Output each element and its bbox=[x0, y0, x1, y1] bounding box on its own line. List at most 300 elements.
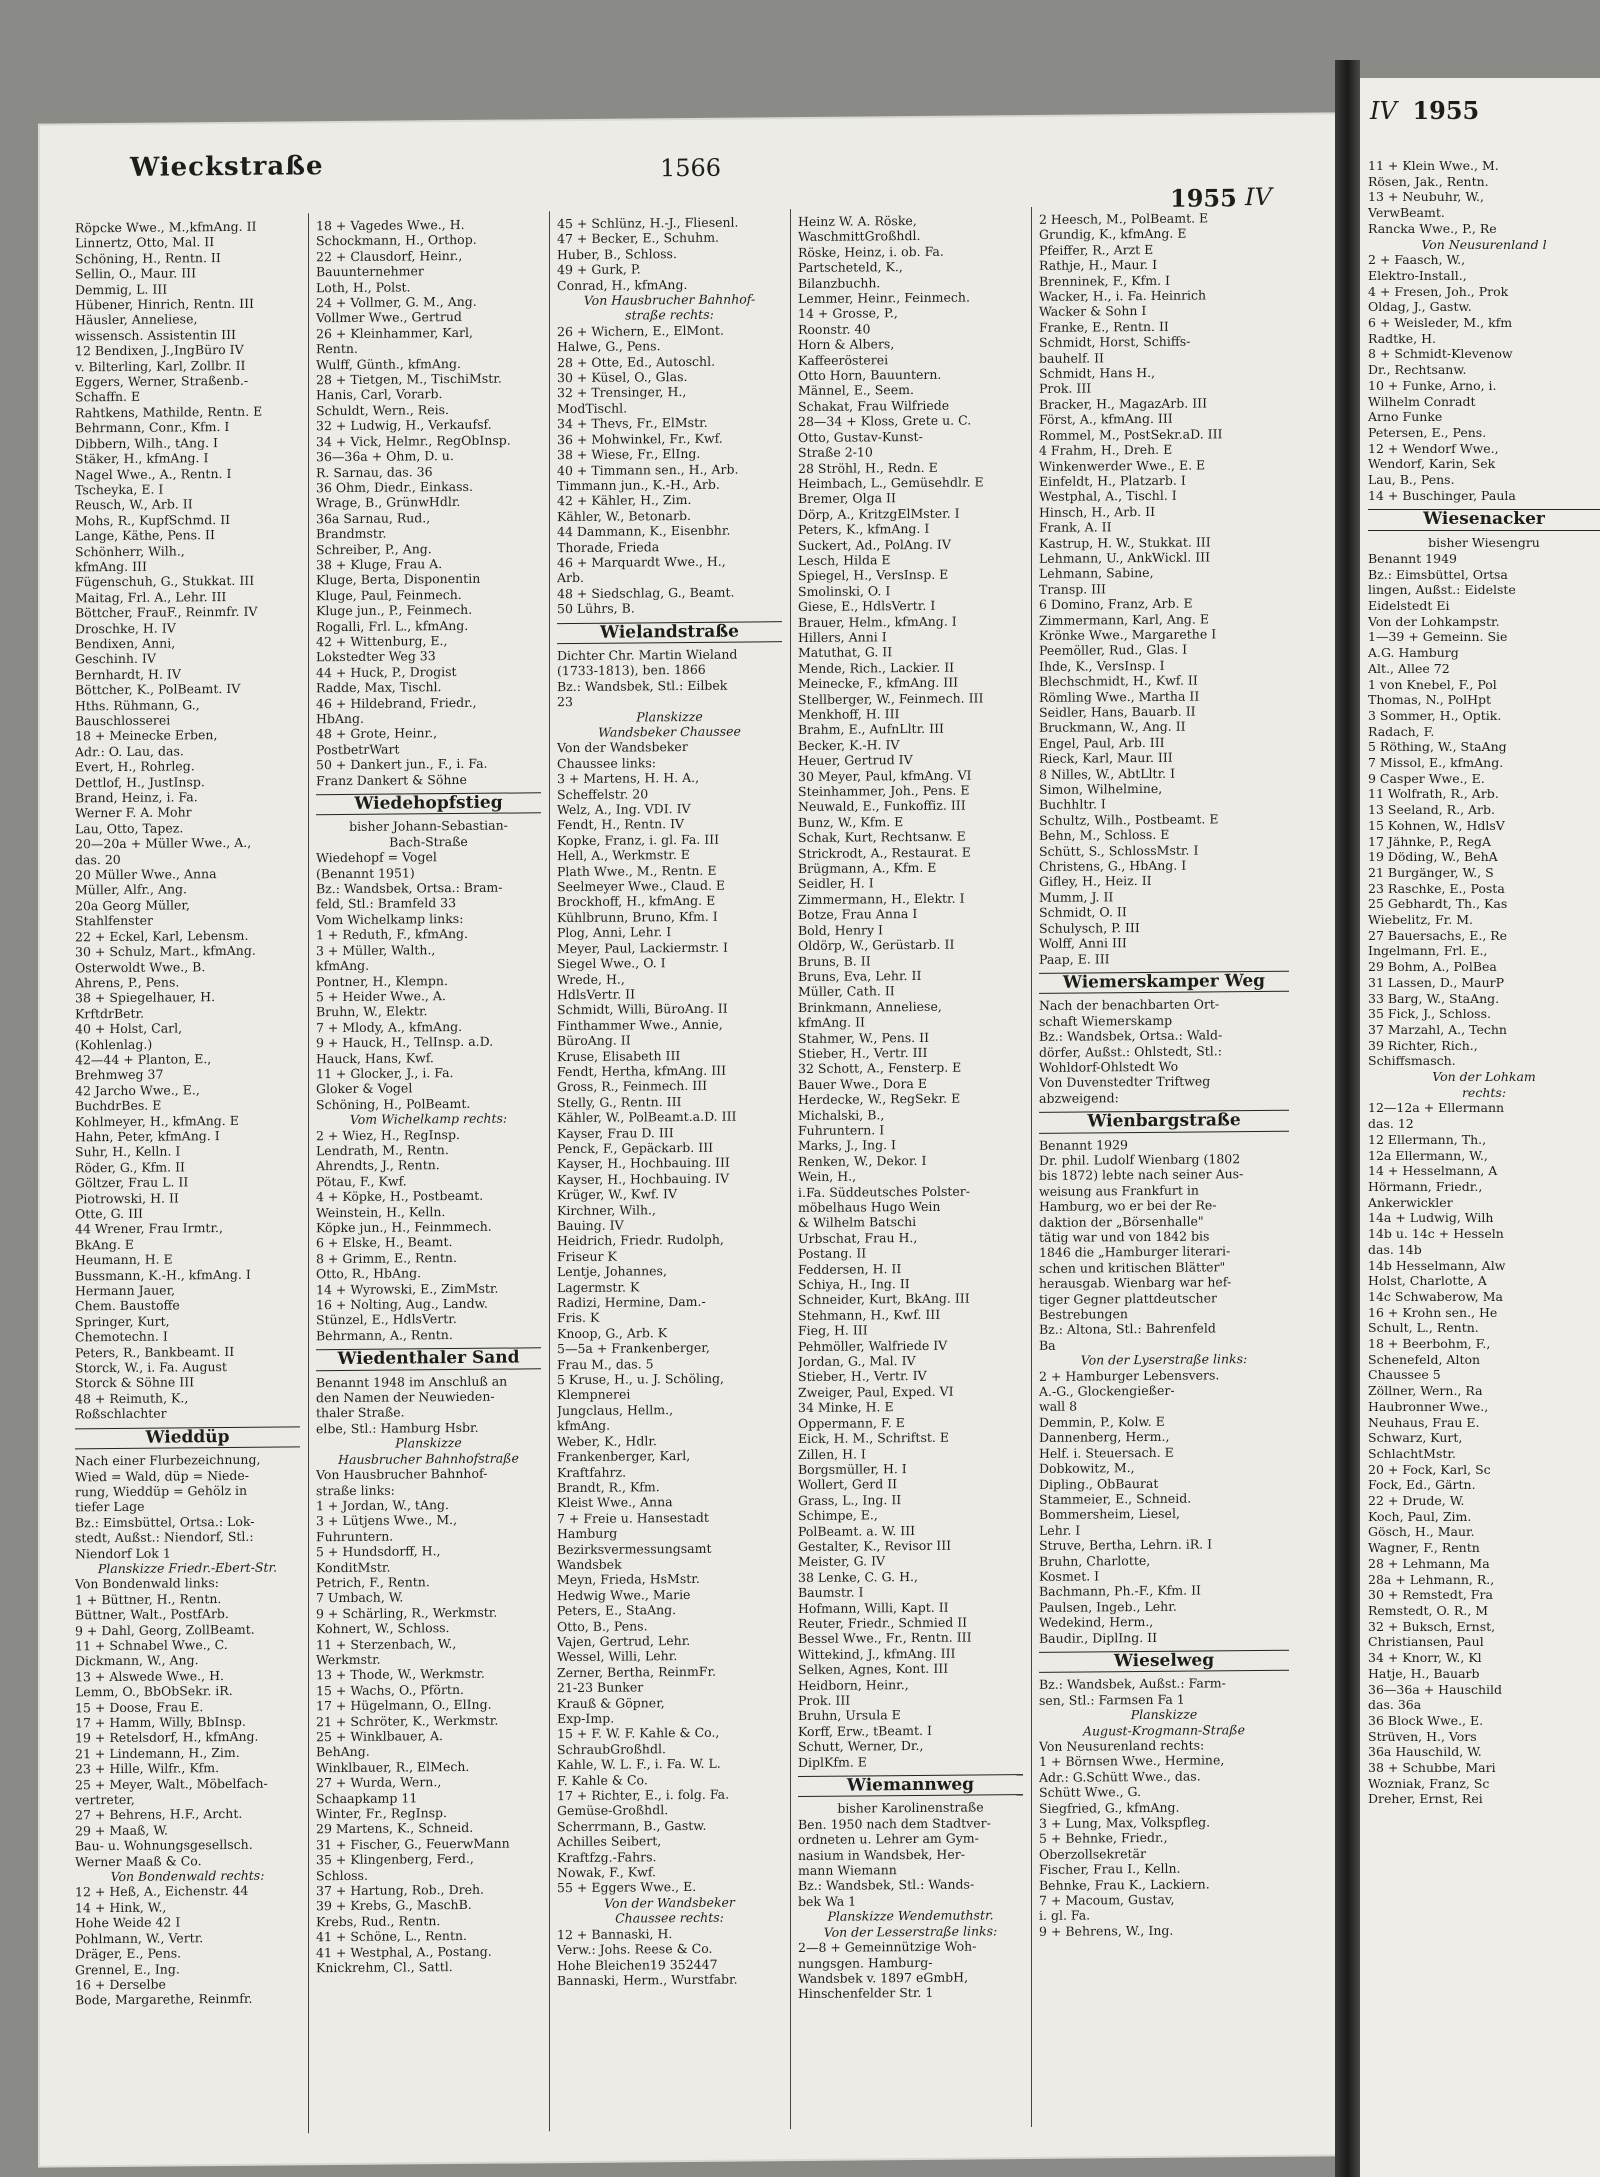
directory-entry: tiefer Lage bbox=[75, 1499, 145, 1515]
directory-entry: 30 Meyer, Paul, kfmAng. VI bbox=[798, 767, 972, 784]
directory-entry: Chaussee 5 bbox=[1368, 1367, 1441, 1383]
directory-entry: Otte, G. III bbox=[75, 1205, 143, 1222]
directory-entry: Demmin, P., Kolw. E bbox=[1039, 1413, 1165, 1430]
directory-entry: das. 12 bbox=[1368, 1116, 1414, 1132]
directory-entry: 42—44 + Planton, E., bbox=[75, 1051, 212, 1068]
directory-entry: PolBeamt. a. W. III bbox=[798, 1522, 916, 1539]
directory-entry: Menkhoff, H. III bbox=[798, 706, 900, 723]
directory-entry: bek Wa 1 bbox=[798, 1893, 857, 1909]
directory-entry: 12—12a + Ellermann bbox=[1368, 1100, 1505, 1116]
directory-entry: 26 + Wichern, E., ElMont. bbox=[557, 322, 724, 339]
directory-entry: 5 Kruse, H., u. J. Schöling, bbox=[557, 1370, 725, 1388]
directory-entry: Reuter, Friedr., Schmied II bbox=[798, 1614, 968, 1632]
directory-entry: Planskizze bbox=[636, 708, 703, 725]
directory-entry: 27 + Behrens, H.F., Archt. bbox=[75, 1806, 243, 1823]
directory-entry: Simon, Wilhelmine, bbox=[1039, 780, 1163, 797]
directory-entry: 23 Raschke, E., Posta bbox=[1368, 880, 1505, 896]
directory-entry: Bauer Wwe., Dora E bbox=[798, 1075, 927, 1092]
directory-entry: Franke, E., Rentn. II bbox=[1039, 318, 1169, 335]
directory-entry: Meyer, Paul, Lackiermstr. I bbox=[557, 939, 728, 956]
directory-entry: 16 + Nolting, Aug., Landw. bbox=[316, 1295, 488, 1313]
directory-entry: Holst, Charlotte, A bbox=[1368, 1273, 1487, 1289]
directory-entry: Petrich, F., Rentn. bbox=[316, 1574, 430, 1591]
directory-entry: 38 + Spiegelhauer, H. bbox=[75, 989, 216, 1006]
directory-entry: Wulff, Günth., kfmAng. bbox=[316, 355, 461, 372]
directory-entry: Heumann, H. E bbox=[75, 1251, 173, 1268]
directory-entry: 25 + Meyer, Walt., Möbelfach- bbox=[75, 1775, 268, 1792]
directory-entry: Lau, B., Pens. bbox=[1368, 472, 1455, 488]
directory-entry: 38 Lenke, C. G. H., bbox=[798, 1568, 918, 1585]
directory-entry: Ba bbox=[1039, 1337, 1056, 1353]
directory-entry: 21-23 Bunker bbox=[557, 1679, 644, 1696]
directory-entry: Bilanzbuchh. bbox=[798, 274, 881, 291]
directory-entry: Schreiber, P., Ang. bbox=[316, 540, 432, 557]
directory-entry: 28 + Otte, Ed., Autoschl. bbox=[557, 353, 716, 370]
directory-entry: Von Bondenwald links: bbox=[75, 1575, 220, 1592]
directory-entry: Von Hausbrucher Bahnhof- bbox=[316, 1465, 488, 1483]
directory-entry: bis 1872) lebte nach seiner Aus- bbox=[1039, 1166, 1244, 1184]
directory-entry: Buchhltr. I bbox=[1039, 796, 1106, 813]
directory-entry: Eggers, Werner, Straßenb.- bbox=[75, 372, 249, 390]
directory-entry: Jordan, G., Mal. IV bbox=[798, 1353, 916, 1370]
directory-entry: 37 Marzahl, A., Techn bbox=[1368, 1021, 1507, 1037]
directory-entry: Zimmermann, H., Elektr. I bbox=[798, 890, 965, 907]
directory-entry: 28—34 + Kloss, Grete u. C. bbox=[798, 412, 972, 430]
directory-entry: 49 + Gurk, P. bbox=[557, 261, 641, 278]
directory-entry: Frau M., das. 5 bbox=[557, 1355, 654, 1372]
directory-entry: Friseur K bbox=[557, 1248, 617, 1264]
directory-entry: 48 + Reimuth, K., bbox=[75, 1390, 189, 1407]
directory-entry: Blechschmidt, H., Kwf. II bbox=[1039, 672, 1198, 690]
directory-entry: Dräger, E., Pens. bbox=[75, 1945, 182, 1962]
directory-entry: HbAng. bbox=[316, 710, 364, 727]
directory-entry: 10 + Funke, Arno, i. bbox=[1368, 377, 1497, 393]
directory-entry: Vom Wichelkamp rechts: bbox=[349, 1110, 508, 1128]
directory-entry: Bunz, W., Kfm. E bbox=[798, 813, 904, 830]
directory-entry: Planskizze Friedr.-Ebert-Str. bbox=[97, 1559, 278, 1577]
directory-entry: Fügenschuh, G., Stukkat. III bbox=[75, 573, 255, 590]
directory-entry: Jungclaus, Hellm., bbox=[557, 1402, 674, 1419]
directory-entry: 14 + Grosse, P., bbox=[798, 305, 898, 322]
directory-entry: 28a + Lehmann, R., bbox=[1368, 1571, 1495, 1587]
directory-entry: 34 Minke, H. E bbox=[798, 1399, 894, 1416]
directory-entry: Gösch, H., Maur. bbox=[1368, 1524, 1475, 1540]
directory-entry: Dr., Rechtsanw. bbox=[1368, 362, 1467, 378]
directory-entry: Rathje, H., Maur. I bbox=[1039, 257, 1158, 274]
right-page bbox=[1360, 78, 1600, 2177]
directory-entry: Kluge, Berta, Disponentin bbox=[316, 571, 481, 588]
directory-entry: 2 Heesch, M., PolBeamt. E bbox=[1039, 210, 1209, 227]
directory-entry: Schiffsmasch. bbox=[1368, 1053, 1456, 1069]
directory-entry: Hauck, Hans, Kwf. bbox=[316, 1049, 434, 1066]
directory-entry: HdlsVertr. II bbox=[557, 986, 636, 1003]
directory-entry: A.G. Hamburg bbox=[1368, 645, 1459, 661]
directory-entry: Rancka Wwe., P., Re bbox=[1368, 220, 1497, 236]
directory-entry: 14b u. 14c + Hesseln bbox=[1368, 1226, 1504, 1242]
directory-entry: 13 + Thode, W., Werkmstr. bbox=[316, 1666, 485, 1683]
directory-entry: Röske, Heinz, i. ob. Fa. bbox=[798, 243, 944, 260]
directory-entry: Brügmann, A., Kfm. E bbox=[798, 859, 937, 877]
directory-entry: Bruns, B. II bbox=[798, 952, 871, 969]
directory-entry: 14 + Hink, W., bbox=[75, 1899, 167, 1916]
directory-entry: 44 Dammann, K., Eisenbhr. bbox=[557, 522, 731, 540]
directory-entry: Planskizze Wendemuthstr. bbox=[827, 1907, 994, 1925]
directory-entry: bisher Wiesengru bbox=[1428, 535, 1540, 551]
directory-entry: 14 + Hesselmann, A bbox=[1368, 1163, 1498, 1179]
directory-entry: Bruhn, Ursula E bbox=[798, 1707, 901, 1724]
directory-entry: Arb. bbox=[557, 570, 584, 586]
directory-entry: Kahle, W. L. F., i. Fa. W. L. bbox=[557, 1755, 721, 1773]
directory-entry: 18 + Meinecke Erben, bbox=[75, 727, 218, 744]
directory-entry: Struve, Bertha, Lehrn. iR. I bbox=[1039, 1536, 1213, 1554]
street-heading: Wiedehopfstieg bbox=[316, 792, 541, 815]
directory-entry: Haubronner Wwe., bbox=[1368, 1398, 1489, 1414]
directory-entry: Hell, A., Werkmstr. E bbox=[557, 847, 690, 864]
directory-entry: Bachmann, Ph.-F., Kfm. II bbox=[1039, 1582, 1201, 1600]
directory-column-3 bbox=[557, 214, 782, 1988]
directory-entry: 13 Seeland, R., Arb. bbox=[1368, 802, 1495, 818]
directory-entry: bauhelf. II bbox=[1039, 350, 1104, 366]
directory-entry: Dibbern, Wilh., tAng. I bbox=[75, 434, 218, 452]
directory-entry: Helf. i. Steuersach. E bbox=[1039, 1444, 1174, 1461]
column-divider bbox=[308, 213, 309, 2133]
directory-entry: 11 Wolfrath, R., Arb. bbox=[1368, 786, 1499, 802]
directory-entry: Hamburg, wo er bei der Re- bbox=[1039, 1197, 1217, 1215]
directory-entry: Linnertz, Otto, Mal. II bbox=[75, 234, 215, 251]
directory-entry: Frank, A. II bbox=[1039, 519, 1112, 536]
directory-entry: 15 Kohnen, W., HdlsV bbox=[1368, 817, 1505, 833]
directory-entry: Rieck, Karl, Maur. III bbox=[1039, 749, 1173, 767]
directory-entry: 39 + Krebs, G., MaschB. bbox=[316, 1897, 472, 1914]
directory-entry: 36—36a + Ohm, D. u. bbox=[316, 448, 454, 465]
directory-entry: Planskizze bbox=[1130, 1706, 1198, 1723]
directory-entry: Dobkowitz, M., bbox=[1039, 1460, 1135, 1477]
directory-entry: Hohe Bleichen19 352447 bbox=[557, 1956, 718, 1973]
directory-entry: R. Sarnau, das. 36 bbox=[316, 463, 433, 480]
part-label: IV bbox=[1245, 182, 1272, 212]
directory-entry: Peemöller, Rud., Glas. I bbox=[1039, 642, 1188, 659]
directory-entry: Kohlmeyer, H., kfmAng. E bbox=[75, 1112, 239, 1129]
directory-entry: den Namen der Neuwieden- bbox=[316, 1388, 495, 1406]
directory-entry: Eidelstedt Ei bbox=[1368, 597, 1450, 613]
directory-entry: Schmidt, O. II bbox=[1039, 904, 1127, 921]
directory-entry: Achilles Seibert, bbox=[557, 1833, 662, 1850]
directory-entry: Arno Funke bbox=[1368, 409, 1443, 425]
directory-entry: mann Wiemann bbox=[798, 1862, 897, 1879]
directory-entry: möbelhaus Hugo Wein bbox=[798, 1198, 941, 1216]
directory-entry: Baumstr. I bbox=[798, 1584, 864, 1601]
directory-entry: Dettlof, H., JustInsp. bbox=[75, 773, 205, 790]
directory-entry: Kohnert, W., Schloss. bbox=[316, 1620, 450, 1637]
directory-entry: 48 + Grote, Heinr., bbox=[316, 725, 438, 742]
directory-entry: Grass, L., Ing. II bbox=[798, 1491, 902, 1508]
directory-entry: 21 + Schröter, K., Werkmstr. bbox=[316, 1712, 499, 1729]
directory-entry: Ingelmann, Frl. E., bbox=[1368, 943, 1488, 959]
directory-entry: Brandt, R., Kfm. bbox=[557, 1479, 660, 1496]
directory-entry: Sellin, O., Maur. III bbox=[75, 265, 197, 282]
directory-entry: elbe, Stl.: Hamburg Hsbr. bbox=[316, 1419, 479, 1437]
directory-entry: kfmAng. II bbox=[798, 1014, 865, 1031]
directory-entry: 38 + Wiese, Fr., ElIng. bbox=[557, 445, 701, 463]
directory-entry: abzweigend: bbox=[1039, 1089, 1119, 1106]
directory-entry: 33 Barg, W., StaAng. bbox=[1368, 990, 1500, 1006]
directory-entry: 28 Ströhl, H., Redn. E bbox=[798, 459, 938, 476]
directory-entry: Bernhardt, H. IV bbox=[75, 666, 181, 683]
directory-entry: 7 + Macoum, Gustav, bbox=[1039, 1891, 1175, 1908]
directory-entry: Knickrehm, Cl., Sattl. bbox=[316, 1959, 453, 1976]
directory-entry: Heimbach, L., Gemüsehdlr. E bbox=[798, 474, 984, 491]
directory-entry: Hedwig Wwe., Marie bbox=[557, 1586, 691, 1603]
directory-entry: Knoop, G., Arb. K bbox=[557, 1325, 668, 1341]
directory-entry: Schütt Wwe., G. bbox=[1039, 1784, 1142, 1801]
directory-entry: daktion der „Börsenhalle" bbox=[1039, 1213, 1204, 1230]
directory-column-right bbox=[1368, 158, 1600, 1807]
page-header bbox=[40, 134, 1335, 213]
directory-entry: Radach, F. bbox=[1368, 723, 1435, 739]
directory-entry: BuchdrBes. E bbox=[75, 1097, 162, 1114]
directory-entry: 2 + Wiez, H., RegInsp. bbox=[316, 1126, 460, 1143]
directory-entry: Suckert, Ad., PolAng. IV bbox=[798, 536, 951, 553]
directory-entry: Mohs, R., KupfSchmd. II bbox=[75, 511, 231, 529]
directory-entry: Wolff, Anni III bbox=[1039, 935, 1127, 952]
directory-entry: Stünzel, E., HdlsVertr. bbox=[316, 1311, 457, 1328]
directory-entry: 12 Bendixen, J.,IngBüro IV bbox=[75, 342, 244, 359]
directory-entry: Bruns, Eva, Lehr. II bbox=[798, 967, 922, 984]
directory-entry: 12a Ellermann, W., bbox=[1368, 1147, 1488, 1163]
directory-entry: 47 + Becker, E., Schuhm. bbox=[557, 230, 720, 247]
directory-entry: Conrad, H., kfmAng. bbox=[557, 276, 688, 293]
directory-entry: Feddersen, H. II bbox=[798, 1260, 902, 1277]
directory-entry: 5 + Heider Wwe., A. bbox=[316, 988, 446, 1005]
directory-entry: Hinschenfelder Str. 1 bbox=[798, 1985, 934, 2002]
directory-entry: Wagner, F., Rentn bbox=[1368, 1540, 1480, 1556]
directory-entry: Lokstedter Weg 33 bbox=[316, 648, 436, 665]
directory-entry: Kraftfahrz. bbox=[557, 1464, 627, 1480]
directory-entry: Werner Maaß & Co. bbox=[75, 1852, 202, 1870]
directory-entry: 32 + Trensinger, H., bbox=[557, 384, 687, 401]
directory-entry: Stelly, G., Rentn. III bbox=[557, 1093, 682, 1110]
directory-entry: 5 Röthing, W., StaAng bbox=[1368, 739, 1507, 755]
directory-entry: Röder, G., Kfm. II bbox=[75, 1159, 185, 1176]
directory-entry: Wittekind, J., kfmAng. III bbox=[798, 1645, 956, 1662]
directory-entry: Bruhn, Charlotte, bbox=[1039, 1552, 1151, 1569]
directory-entry: Bz.: Wandsbek, Ortsa.: Bram- bbox=[316, 879, 503, 897]
directory-entry: Wollert, Gerd II bbox=[798, 1476, 898, 1493]
directory-entry: 25 + Winklbauer, A. bbox=[316, 1728, 444, 1745]
directory-entry: vertreter, bbox=[75, 1791, 135, 1808]
directory-entry: Otto, B., Pens. bbox=[557, 1617, 648, 1634]
directory-entry: Müller, Cath. II bbox=[798, 983, 895, 1000]
directory-entry: Roonstr. 40 bbox=[798, 321, 871, 337]
directory-entry: wissensch. Assistentin III bbox=[75, 326, 236, 344]
directory-entry: Transp. III bbox=[1039, 581, 1106, 597]
directory-entry: 27 Bauersachs, E., Re bbox=[1368, 927, 1508, 943]
directory-entry: schen und kritischen Blätter" bbox=[1039, 1259, 1226, 1276]
directory-entry: Von der Wandsbeker bbox=[604, 1894, 735, 1911]
directory-entry: Gemüse-Großhdl. bbox=[557, 1802, 669, 1819]
directory-entry: Schenefeld, Alton bbox=[1368, 1351, 1481, 1367]
directory-entry: Remstedt, O. R., M bbox=[1368, 1602, 1489, 1618]
directory-entry: lingen, Außst.: Eidelste bbox=[1368, 582, 1516, 598]
directory-entry: Reusch, W., Arb. II bbox=[75, 496, 193, 513]
directory-entry: Bz.: Wandsbek, Stl.: Wands- bbox=[798, 1876, 975, 1894]
directory-entry: Wacker, H., i. Fa. Heinrich bbox=[1039, 287, 1207, 304]
directory-entry: Winkenwerder Wwe., E. E bbox=[1039, 456, 1206, 474]
directory-entry: 3 + Müller, Walth., bbox=[316, 941, 436, 958]
directory-entry: Prok. III bbox=[1039, 380, 1092, 397]
directory-entry: Renken, W., Dekor. I bbox=[798, 1152, 927, 1169]
directory-entry: 14b Hesselmann, Alw bbox=[1368, 1257, 1506, 1273]
directory-entry: Stammeier, E., Schneid. bbox=[1039, 1490, 1192, 1507]
directory-entry: Büttner, Walt., PostfArb. bbox=[75, 1606, 229, 1623]
directory-entry: Ahrendts, J., Rentn. bbox=[316, 1157, 440, 1174]
directory-entry: 32 + Buksch, Ernst, bbox=[1368, 1618, 1496, 1634]
directory-entry: Lendrath, M., Rentn. bbox=[316, 1142, 449, 1159]
directory-column-1 bbox=[75, 218, 300, 2008]
directory-entry: Hahn, Peter, kfmAng. I bbox=[75, 1128, 220, 1145]
directory-entry: Nach der benachbarten Ort- bbox=[1039, 996, 1220, 1014]
directory-entry: Elektro-Install., bbox=[1368, 267, 1467, 283]
directory-entry: bisher Karolinenstraße bbox=[837, 1799, 984, 1817]
right-page-header bbox=[1370, 96, 1479, 125]
directory-entry: Brahm, E., AufnLltr. III bbox=[798, 721, 944, 738]
directory-entry: Seidler, Hans, Bauarb. II bbox=[1039, 703, 1196, 720]
directory-entry: Otto, R., HbAng. bbox=[316, 1265, 422, 1282]
directory-entry: Behrmann, A., Rentn. bbox=[316, 1326, 453, 1344]
directory-entry: Wandsbek bbox=[557, 1556, 622, 1573]
directory-entry: Weber, K., Hdlr. bbox=[557, 1432, 657, 1449]
directory-entry: 38 + Schubbe, Mari bbox=[1368, 1760, 1496, 1776]
directory-entry: 15 + Doose, Frau E. bbox=[75, 1698, 204, 1715]
directory-entry: Schneider, Kurt, BkAng. III bbox=[798, 1290, 970, 1308]
directory-entry: Häusler, Anneliese, bbox=[75, 311, 198, 328]
directory-entry: Müller, Alfr., Ang. bbox=[75, 881, 188, 898]
column-divider bbox=[1031, 207, 1032, 2127]
directory-entry: Grennel, E., Ing. bbox=[75, 1960, 180, 1977]
directory-entry: Thorade, Frieda bbox=[557, 538, 660, 555]
directory-entry: Lemm, O., BbObSekr. iR. bbox=[75, 1683, 233, 1700]
directory-entry: Neuwald, E., Funkoffiz. III bbox=[798, 798, 966, 815]
directory-entry: Fris. K bbox=[557, 1310, 600, 1326]
directory-entry: Klempnerei bbox=[557, 1386, 631, 1403]
year-label: 1955 bbox=[1170, 183, 1237, 213]
directory-entry: Kosmet. I bbox=[1039, 1568, 1100, 1584]
directory-entry: Christens, G., HbAng. I bbox=[1039, 857, 1187, 874]
directory-entry: Ankerwickler bbox=[1368, 1194, 1453, 1210]
directory-entry: 21 + Lindemann, H., Zim. bbox=[75, 1744, 240, 1762]
directory-entry: Herdecke, W., RegSekr. E bbox=[798, 1090, 961, 1108]
directory-entry: 46 + Marquardt Wwe., H., bbox=[557, 553, 726, 571]
directory-entry: Stahlfenster bbox=[75, 912, 153, 929]
directory-entry: Böttcher, K., PolBeamt. IV bbox=[75, 681, 241, 698]
directory-entry: 20 + Fock, Karl, Sc bbox=[1368, 1461, 1491, 1477]
directory-entry: das. 14b bbox=[1368, 1241, 1422, 1257]
directory-entry: Stahmer, W., Pens. II bbox=[798, 1029, 930, 1046]
directory-entry: 34 + Thevs, Fr., ElMstr. bbox=[557, 415, 708, 432]
directory-entry: Exp-Imp. bbox=[557, 1710, 615, 1727]
directory-entry: Maitag, Frl. A., Lehr. III bbox=[75, 588, 227, 606]
directory-entry: Dickmann, W., Ang. bbox=[75, 1652, 199, 1669]
directory-entry: 1846 die „Hamburger literari- bbox=[1039, 1243, 1231, 1261]
directory-entry: (Benannt 1951) bbox=[316, 865, 415, 881]
directory-entry: Urbschat, Frau H., bbox=[798, 1229, 918, 1246]
directory-entry: 29 Martens, K., Schneid. bbox=[316, 1820, 474, 1837]
directory-entry: kfmAng. III bbox=[75, 558, 147, 575]
directory-entry: Kraftfzg.-Fahrs. bbox=[557, 1848, 657, 1865]
directory-entry: Grundig, K., kfmAng. E bbox=[1039, 226, 1187, 243]
directory-entry: VerwBeamt. bbox=[1368, 205, 1445, 221]
directory-entry: Vajen, Gertrud, Lehr. bbox=[557, 1632, 691, 1650]
directory-entry: Vollmer Wwe., Gertrud bbox=[316, 309, 462, 326]
directory-entry: 9 + Schärling, R., Werkmstr. bbox=[316, 1604, 498, 1621]
directory-entry: Gifley, H., Heiz. II bbox=[1039, 873, 1152, 890]
directory-entry: Kirchner, Wilh., bbox=[557, 1201, 656, 1218]
directory-entry: Winter, Fr., RegInsp. bbox=[316, 1805, 448, 1822]
directory-entry: Bode, Margarethe, Reinmfr. bbox=[75, 1991, 253, 2008]
column-divider bbox=[549, 211, 550, 2131]
directory-entry: Schult, L., Rentn. bbox=[1368, 1320, 1479, 1336]
directory-entry: 50 Lührs, B. bbox=[557, 600, 635, 617]
directory-entry: 17 + Hügelmann, O., ElIng. bbox=[316, 1696, 492, 1714]
directory-entry: kfmAng. bbox=[557, 1417, 611, 1434]
directory-entry: 7 + Mlody, A., kfmAng. bbox=[316, 1018, 463, 1035]
directory-entry: Heidborn, Heinr., bbox=[798, 1676, 909, 1693]
directory-entry: Kluge, Paul, Feinmech. bbox=[316, 586, 462, 603]
directory-entry: Paulsen, Ingeb., Lehr. bbox=[1039, 1598, 1177, 1615]
directory-entry: Plog, Anni, Lehr. I bbox=[557, 924, 672, 941]
directory-entry: 36 Block Wwe., E. bbox=[1368, 1712, 1484, 1728]
directory-entry: Verw.: Johs. Reese & Co. bbox=[557, 1940, 713, 1958]
directory-entry: 7 + Freie u. Hansestadt bbox=[557, 1509, 709, 1526]
directory-entry: Oppermann, F. E bbox=[798, 1414, 905, 1431]
directory-entry: straße links: bbox=[316, 1482, 395, 1498]
directory-entry: Hths. Rühmann, G., bbox=[75, 696, 200, 713]
directory-entry: schaft Wiemerskamp bbox=[1039, 1012, 1173, 1029]
directory-entry: 6 + Elske, H., Beamt. bbox=[316, 1234, 453, 1251]
directory-entry: Pehmöller, Walfriede IV bbox=[798, 1337, 948, 1354]
directory-entry: Wozniak, Franz, Sc bbox=[1368, 1775, 1490, 1791]
directory-entry: Kühlbrunn, Bruno, Kfm. I bbox=[557, 908, 718, 926]
directory-entry: 1 + Büttner, H., Rentn. bbox=[75, 1590, 222, 1608]
directory-entry: 44 Wrener, Frau Irmtr., bbox=[75, 1220, 223, 1237]
directory-entry: 4 + Fresen, Joh., Prok bbox=[1368, 283, 1509, 299]
directory-entry: Schöning, H., Rentn. II bbox=[75, 249, 221, 267]
directory-entry: Von Bondenwald rechts: bbox=[110, 1867, 265, 1885]
directory-entry: Rösen, Jak., Rentn. bbox=[1368, 173, 1489, 189]
directory-entry: Bauunternehmer bbox=[316, 263, 424, 280]
street-heading: Wieddüp bbox=[75, 1426, 300, 1449]
directory-entry: 30 + Küsel, O., Glas. bbox=[557, 369, 688, 386]
directory-entry: Bz.: Eimsbüttel, Ortsa.: Lok- bbox=[75, 1513, 255, 1531]
page-number: 1566 bbox=[660, 153, 722, 183]
street-heading: Wiemerskamper Weg bbox=[1039, 971, 1289, 995]
directory-entry: Lagermstr. K bbox=[557, 1279, 640, 1295]
directory-entry: Penck, F., Gepäckarb. III bbox=[557, 1139, 714, 1157]
directory-entry: 5 + Behnke, Friedr., bbox=[1039, 1830, 1168, 1847]
left-page bbox=[40, 114, 1335, 2165]
directory-entry: 21 Burgänger, W., S bbox=[1368, 864, 1494, 880]
directory-entry: Schuldt, Wern., Reis. bbox=[316, 401, 450, 419]
directory-entry: Brinkmann, Anneliese, bbox=[798, 998, 942, 1015]
directory-entry: 11 + Schnabel Wwe., C. bbox=[75, 1636, 228, 1654]
directory-entry: Dörp, A., KritzgElMster. I bbox=[798, 505, 960, 522]
directory-entry: tätig war und von 1842 bis bbox=[1039, 1228, 1210, 1245]
directory-entry: Pontner, H., Klempn. bbox=[316, 972, 448, 989]
directory-entry: 39 Richter, Rich., bbox=[1368, 1037, 1478, 1053]
directory-entry: Bruckmann, W., Ang. II bbox=[1039, 719, 1186, 736]
directory-entry: 20a Georg Müller, bbox=[75, 897, 191, 914]
directory-entry: 17 Jähnke, P., RegA bbox=[1368, 833, 1491, 849]
